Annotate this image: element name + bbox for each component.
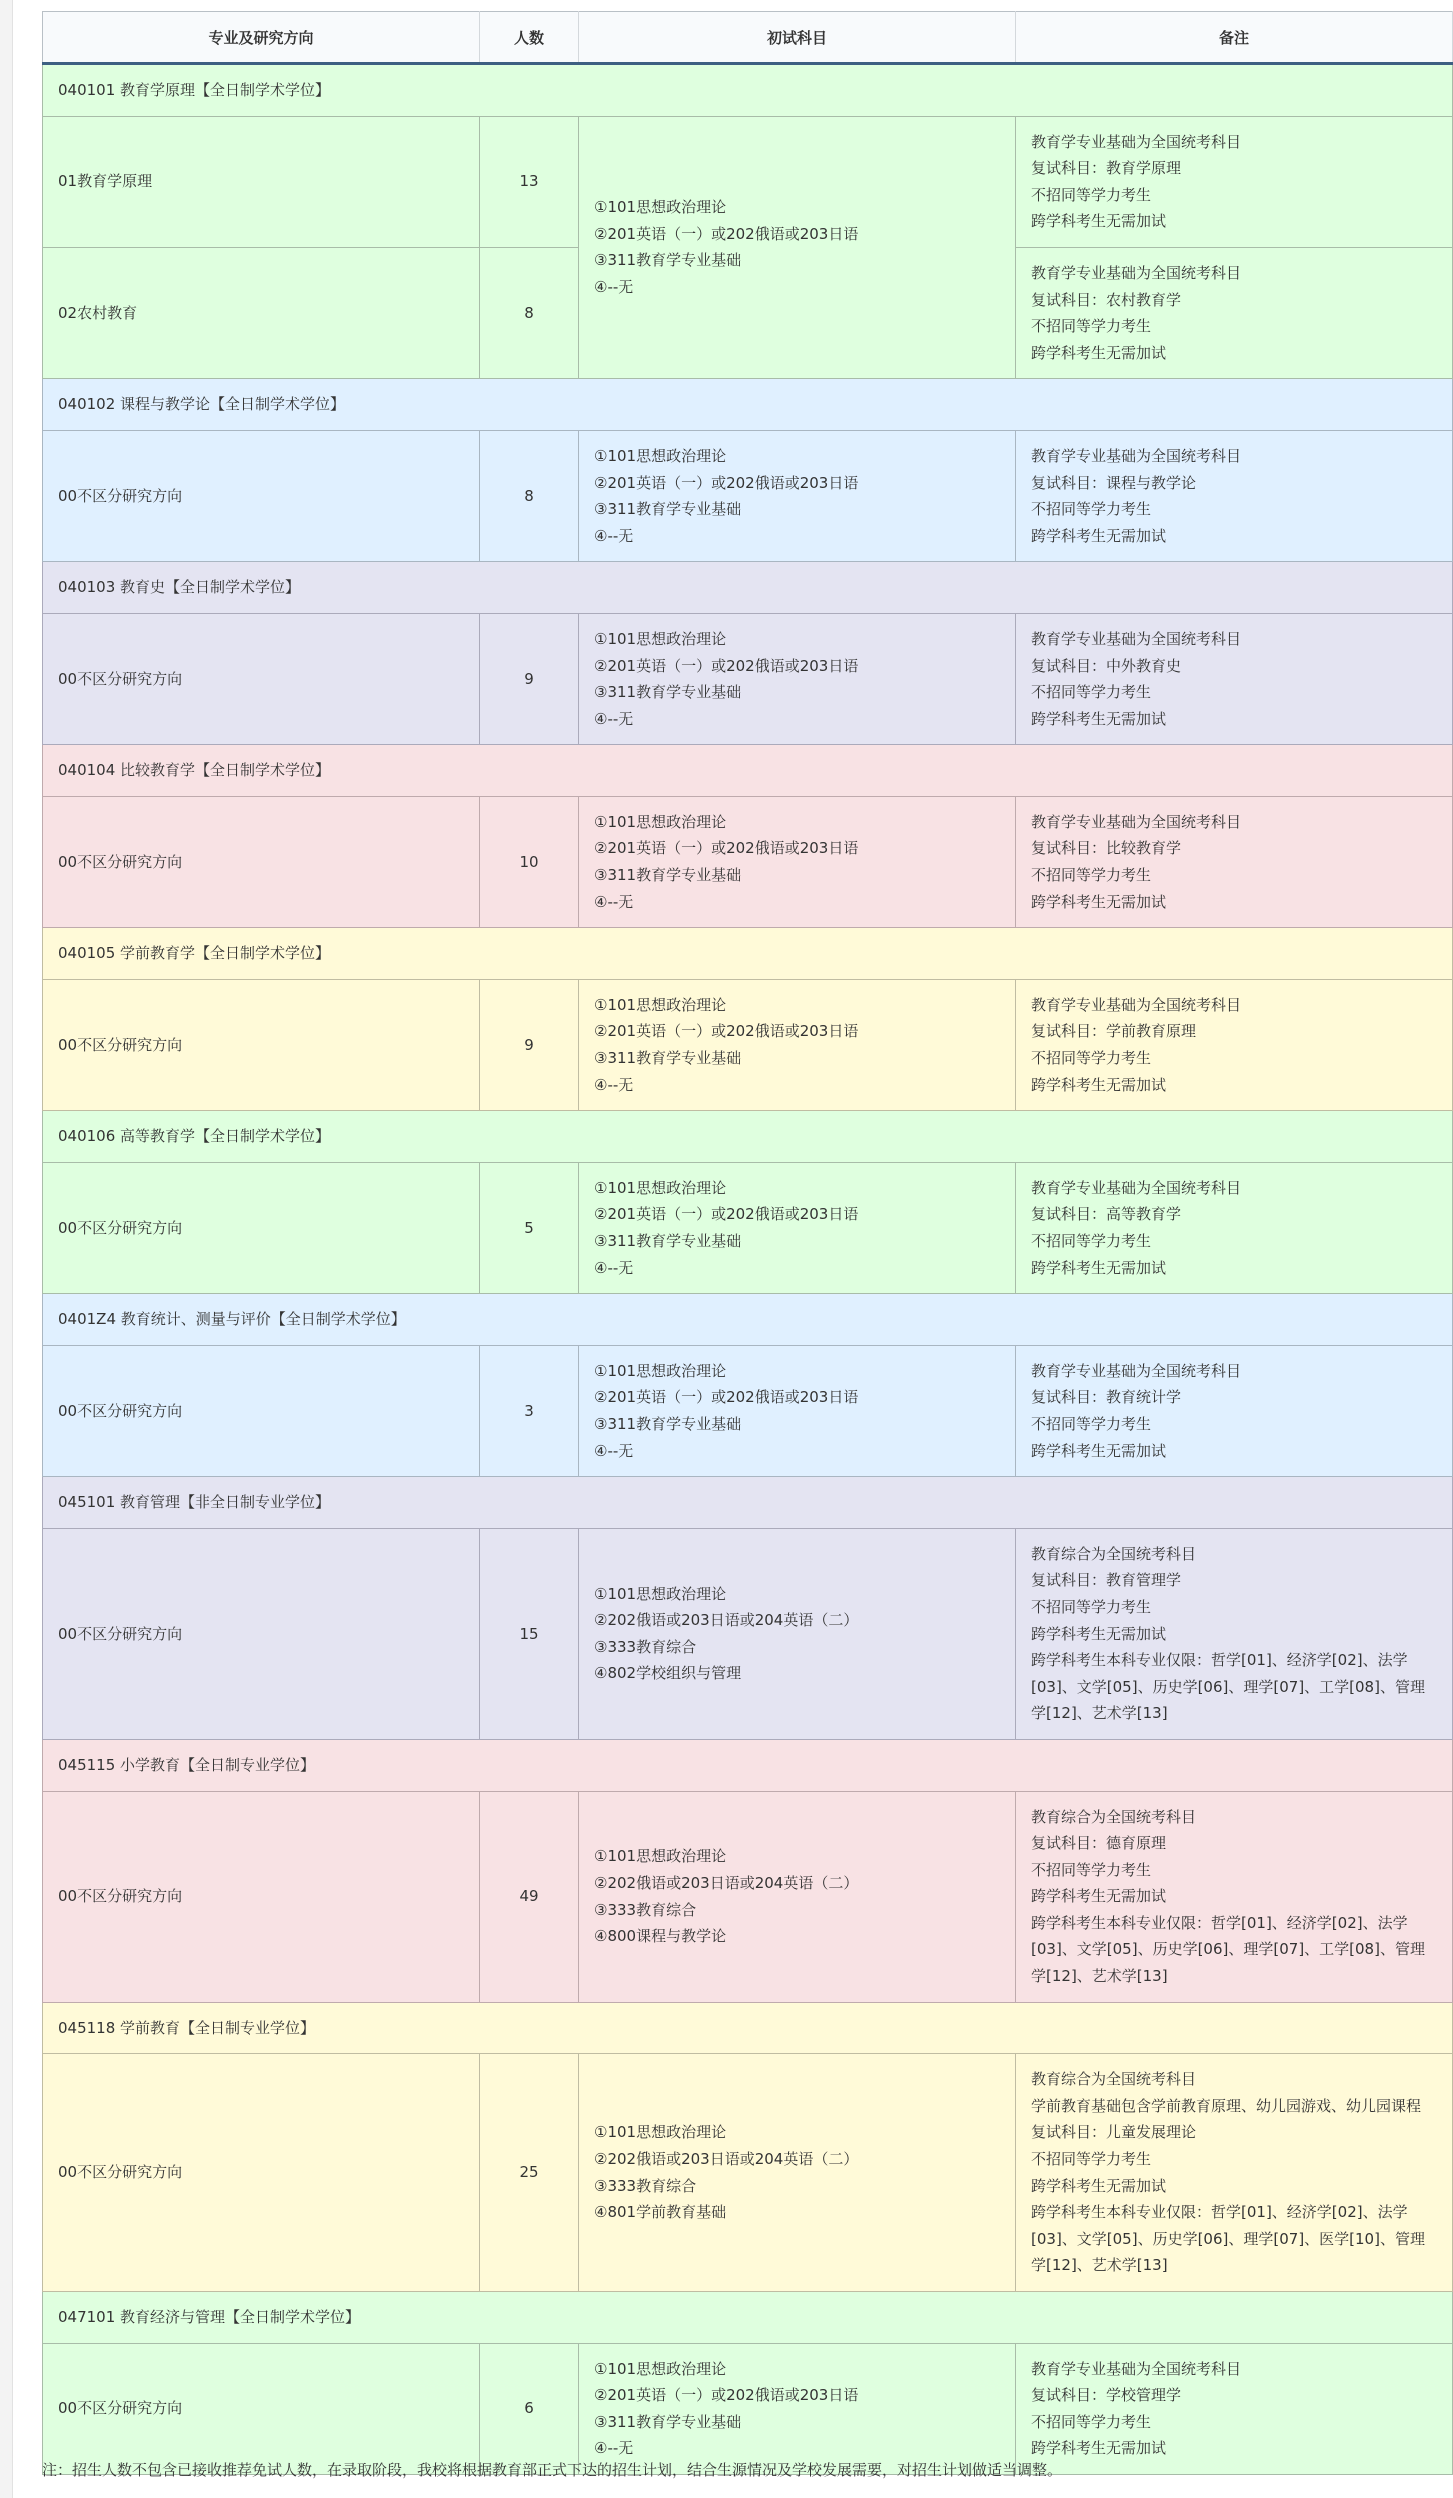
exam-subject: ③311教育学专业基础 [594, 500, 742, 519]
remark-line: 不招同等学力考生 [1031, 866, 1152, 885]
remarks [1016, 247, 1453, 378]
exam-subjects [579, 1528, 1016, 1739]
table-row [43, 613, 1453, 744]
remark-line: 教育综合为全国统考科目 [1031, 1807, 1197, 1826]
research-direction: 00不区分研究方向 [43, 1528, 480, 1739]
enrollment-count: 3 [480, 1345, 579, 1476]
remark-line: 教育学专业基础为全国统考科目 [1031, 995, 1242, 1014]
remark-line: 跨学科考生本科专业仅限：哲学[01]、经济学[02]、法学[03]、文学[05]、历史学[06]、理学[07]、工学[08]、管理学[12]、艺术学[13] [1031, 1913, 1425, 1986]
section-title: 040104 比较教育学【全日制学术学位】 [43, 745, 1453, 797]
remark-line: 复试科目：课程与教学论 [1031, 473, 1197, 492]
remark-line: 复试科目：教育管理学 [1031, 1571, 1182, 1590]
exam-subject: ②201英语（一）或202俄语或203日语 [594, 1022, 859, 1041]
remark-line: 复试科目：比较教育学 [1031, 839, 1182, 858]
table-row [43, 979, 1453, 1110]
exam-subject: ③311教育学专业基础 [594, 866, 742, 885]
exam-subject: ②202俄语或203日语或204英语（二） [594, 1611, 859, 1630]
exam-subject: ④800课程与教学论 [594, 1927, 727, 1946]
remark-line: 教育学专业基础为全国统考科目 [1031, 263, 1242, 282]
exam-subject: ①101思想政治理论 [594, 1361, 727, 1380]
exam-subjects [579, 2054, 1016, 2292]
remarks [1016, 1791, 1453, 2002]
exam-subject: ②201英语（一）或202俄语或203日语 [594, 839, 859, 858]
enrollment-count: 15 [480, 1528, 579, 1739]
exam-subject: ②201英语（一）或202俄语或203日语 [594, 1205, 859, 1224]
research-direction: 00不区分研究方向 [43, 430, 480, 561]
exam-subject: ③311教育学专业基础 [594, 1414, 742, 1433]
exam-subject: ①101思想政治理论 [594, 629, 727, 648]
remarks [1016, 1528, 1453, 1739]
exam-subject: ①101思想政治理论 [594, 198, 727, 217]
remark-line: 教育学专业基础为全国统考科目 [1031, 2359, 1242, 2378]
exam-subject: ③311教育学专业基础 [594, 251, 742, 270]
remark-line: 不招同等学力考生 [1031, 683, 1152, 702]
section-header-row [43, 928, 1453, 980]
remark-line: 学前教育基础包含学前教育原理、幼儿园游戏、幼儿园课程 [1031, 2096, 1422, 2115]
exam-subjects [579, 116, 1016, 379]
remark-line: 不招同等学力考生 [1031, 1049, 1152, 1068]
exam-subject: ③311教育学专业基础 [594, 1232, 742, 1250]
remark-line: 跨学科考生无需加试 [1031, 343, 1167, 362]
exam-subject: ①101思想政治理论 [594, 812, 727, 831]
section-header-row [43, 1294, 1453, 1346]
enrollment-count: 49 [480, 1791, 579, 2002]
remark-line: 复试科目：学校管理学 [1031, 2386, 1182, 2405]
remarks [1016, 1162, 1453, 1293]
enrollment-count: 9 [480, 613, 579, 744]
exam-subject: ④--无 [594, 1258, 634, 1277]
research-direction: 00不区分研究方向 [43, 796, 480, 927]
exam-subject: ①101思想政治理论 [594, 1178, 727, 1197]
exam-subject: ①101思想政治理论 [594, 446, 727, 465]
remarks [1016, 979, 1453, 1110]
table-row [43, 796, 1453, 927]
remarks [1016, 2054, 1453, 2292]
page-left-border [0, 0, 13, 2498]
enrollment-count: 6 [480, 2343, 579, 2474]
remark-line: 复试科目：中外教育史 [1031, 656, 1182, 675]
exam-subject: ①101思想政治理论 [594, 2359, 727, 2378]
header-direction: 专业及研究方向 [43, 12, 480, 64]
exam-subject: ③333教育综合 [594, 2176, 697, 2195]
remark-line: 教育学专业基础为全国统考科目 [1031, 1361, 1242, 1380]
exam-subjects [579, 2343, 1016, 2474]
remark-line: 不招同等学力考生 [1031, 2150, 1152, 2169]
section-title: 0401Z4 教育统计、测量与评价【全日制学术学位】 [43, 1294, 1453, 1346]
remark-line: 跨学科考生无需加试 [1031, 1258, 1167, 1277]
exam-subject: ④801学前教育基础 [594, 2203, 727, 2222]
exam-subject: ④--无 [594, 1075, 634, 1094]
remark-line: 教育学专业基础为全国统考科目 [1031, 446, 1242, 465]
table-row [43, 430, 1453, 561]
remarks [1016, 1345, 1453, 1476]
exam-subject: ②201英语（一）或202俄语或203日语 [594, 224, 859, 243]
enrollment-count: 9 [480, 979, 579, 1110]
exam-subjects [579, 1162, 1016, 1293]
remarks [1016, 116, 1453, 247]
section-header-row [43, 64, 1453, 117]
header-notes: 备注 [1016, 12, 1453, 64]
remark-line: 跨学科考生无需加试 [1031, 2176, 1167, 2195]
exam-subject: ④--无 [594, 1441, 634, 1460]
remark-line: 不招同等学力考生 [1031, 1414, 1152, 1433]
research-direction: 00不区分研究方向 [43, 979, 480, 1110]
table-row [43, 2054, 1453, 2292]
research-direction: 00不区分研究方向 [43, 1791, 480, 2002]
exam-subject: ④--无 [594, 278, 634, 297]
section-header-row [43, 2002, 1453, 2054]
remark-line: 复试科目：德育原理 [1031, 1834, 1167, 1853]
exam-subject: ③311教育学专业基础 [594, 683, 742, 702]
research-direction: 00不区分研究方向 [43, 1345, 480, 1476]
exam-subject: ①101思想政治理论 [594, 1584, 727, 1603]
remark-line: 跨学科考生无需加试 [1031, 526, 1167, 545]
exam-subjects [579, 1791, 1016, 2002]
research-direction: 00不区分研究方向 [43, 2343, 480, 2474]
remark-line: 不招同等学力考生 [1031, 500, 1152, 519]
remark-line: 跨学科考生本科专业仅限：哲学[01]、经济学[02]、法学[03]、文学[05]、历史学[06]、理学[07]、医学[10]、管理学[12]、艺术学[13] [1031, 2203, 1425, 2275]
research-direction: 00不区分研究方向 [43, 2054, 480, 2292]
remark-line: 跨学科考生无需加试 [1031, 1624, 1167, 1643]
remark-line: 教育学专业基础为全国统考科目 [1031, 132, 1242, 151]
section-title: 045118 学前教育【全日制专业学位】 [43, 2002, 1453, 2054]
exam-subject: ②202俄语或203日语或204英语（二） [594, 2150, 859, 2169]
exam-subject: ②201英语（一）或202俄语或203日语 [594, 1388, 859, 1407]
research-direction: 00不区分研究方向 [43, 1162, 480, 1293]
header-subjects: 初试科目 [579, 12, 1016, 64]
table-row [43, 1528, 1453, 1739]
enrollment-count: 10 [480, 796, 579, 927]
section-title: 040106 高等教育学【全日制学术学位】 [43, 1111, 1453, 1163]
remark-line: 不招同等学力考生 [1031, 1860, 1152, 1879]
remark-line: 教育综合为全国统考科目 [1031, 2070, 1197, 2089]
exam-subject: ①101思想政治理论 [594, 995, 727, 1014]
exam-subject: ①101思想政治理论 [594, 1847, 727, 1866]
exam-subjects [579, 430, 1016, 561]
section-header-row [43, 1111, 1453, 1163]
remark-line: 复试科目：儿童发展理论 [1031, 2123, 1197, 2142]
remarks [1016, 430, 1453, 561]
table-row [43, 116, 1453, 247]
section-header-row [43, 562, 1453, 614]
remark-line: 复试科目：农村教育学 [1031, 290, 1182, 309]
section-header-row [43, 1739, 1453, 1791]
section-title: 040102 课程与教学论【全日制学术学位】 [43, 379, 1453, 431]
exam-subject: ②201英语（一）或202俄语或203日语 [594, 473, 859, 492]
section-header-row [43, 745, 1453, 797]
remark-line: 跨学科考生无需加试 [1031, 212, 1167, 231]
section-title: 045115 小学教育【全日制专业学位】 [43, 1739, 1453, 1791]
remarks [1016, 613, 1453, 744]
remark-line: 教育学专业基础为全国统考科目 [1031, 1178, 1242, 1197]
research-direction: 00不区分研究方向 [43, 613, 480, 744]
remark-line: 教育学专业基础为全国统考科目 [1031, 629, 1242, 648]
exam-subject: ④--无 [594, 526, 634, 545]
exam-subject: ④--无 [594, 709, 634, 728]
remark-line: 跨学科考生无需加试 [1031, 1075, 1167, 1094]
exam-subject: ②201英语（一）或202俄语或203日语 [594, 656, 859, 675]
exam-subject: ③333教育综合 [594, 1900, 697, 1919]
table-row [43, 1162, 1453, 1293]
remark-line: 教育综合为全国统考科目 [1031, 1544, 1197, 1563]
remark-line: 不招同等学力考生 [1031, 1232, 1152, 1250]
section-title: 040103 教育史【全日制学术学位】 [43, 562, 1453, 614]
section-title: 045101 教育管理【非全日制专业学位】 [43, 1477, 1453, 1529]
table-row [43, 1345, 1453, 1476]
exam-subject: ②201英语（一）或202俄语或203日语 [594, 2386, 859, 2405]
remark-line: 跨学科考生无需加试 [1031, 1441, 1167, 1460]
exam-subject: ③333教育综合 [594, 1637, 697, 1656]
enrollment-count: 5 [480, 1162, 579, 1293]
research-direction: 01教育学原理 [43, 116, 480, 247]
enrollment-count: 25 [480, 2054, 579, 2292]
exam-subject: ④--无 [594, 2439, 634, 2458]
remark-line: 跨学科考生无需加试 [1031, 2439, 1167, 2458]
footnote: 注：招生人数不包含已接收推荐免试人数，在录取阶段，我校将根据教育部正式下达的招生计划，结合生源情况及学校发展需要，对招生计划做适当调整。 [42, 2461, 1063, 2479]
remark-line: 复试科目：高等教育学 [1031, 1205, 1182, 1224]
section-header-row [43, 2292, 1453, 2344]
remark-line: 跨学科考生无需加试 [1031, 709, 1167, 728]
table-header-row [43, 12, 1453, 64]
section-title: 040101 教育学原理【全日制学术学位】 [43, 64, 1453, 117]
exam-subject: ④802学校组织与管理 [594, 1664, 742, 1683]
enrollment-count: 8 [480, 430, 579, 561]
section-title: 040105 学前教育学【全日制学术学位】 [43, 928, 1453, 980]
enrollment-count: 8 [480, 247, 579, 378]
exam-subjects [579, 613, 1016, 744]
table-row [43, 2343, 1453, 2474]
remark-line: 不招同等学力考生 [1031, 185, 1152, 204]
section-title: 047101 教育经济与管理【全日制学术学位】 [43, 2292, 1453, 2344]
exam-subject: ④--无 [594, 892, 634, 911]
remark-line: 教育学专业基础为全国统考科目 [1031, 812, 1242, 831]
remark-line: 复试科目：教育学原理 [1031, 159, 1182, 178]
exam-subject: ③311教育学专业基础 [594, 1049, 742, 1068]
remark-line: 复试科目：教育统计学 [1031, 1388, 1182, 1407]
exam-subject: ②202俄语或203日语或204英语（二） [594, 1873, 859, 1892]
remarks [1016, 796, 1453, 927]
remark-line: 跨学科考生无需加试 [1031, 892, 1167, 911]
remark-line: 不招同等学力考生 [1031, 1597, 1152, 1616]
enrollment-count: 13 [480, 116, 579, 247]
section-header-row [43, 1477, 1453, 1529]
exam-subjects [579, 979, 1016, 1110]
exam-subject: ③311教育学专业基础 [594, 2412, 742, 2431]
remarks [1016, 2343, 1453, 2474]
header-count: 人数 [480, 12, 579, 64]
remark-line: 跨学科考生本科专业仅限：哲学[01]、经济学[02]、法学[03]、文学[05]、历史学[06]、理学[07]、工学[08]、管理学[12]、艺术学[13] [1031, 1651, 1425, 1723]
section-header-row [43, 379, 1453, 431]
research-direction: 02农村教育 [43, 247, 480, 378]
table-row [43, 1791, 1453, 2002]
remark-line: 复试科目：学前教育原理 [1031, 1022, 1197, 1041]
exam-subjects [579, 796, 1016, 927]
enrollment-table [42, 11, 1453, 2475]
remark-line: 跨学科考生无需加试 [1031, 1887, 1167, 1906]
exam-subjects [579, 1345, 1016, 1476]
remark-line: 不招同等学力考生 [1031, 2412, 1152, 2431]
exam-subject: ①101思想政治理论 [594, 2123, 727, 2142]
remark-line: 不招同等学力考生 [1031, 317, 1152, 336]
